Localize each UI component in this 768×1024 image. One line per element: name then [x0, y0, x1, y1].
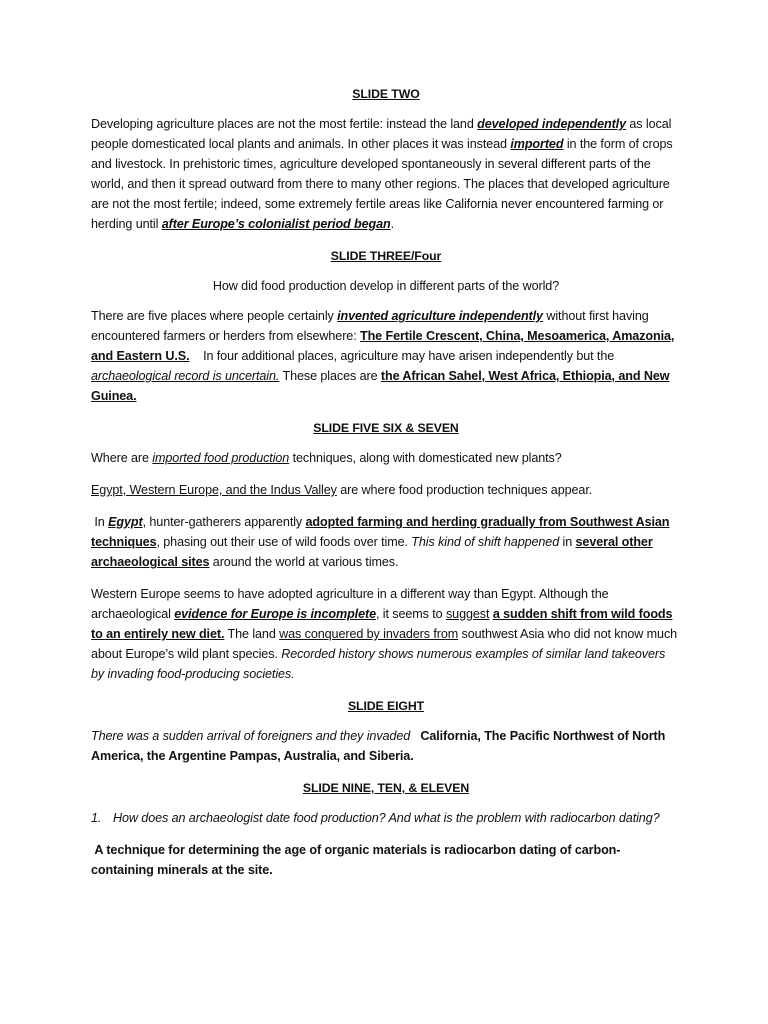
emphasis-imported-food-production: imported food production	[152, 451, 290, 465]
emphasis-shift-happened: This kind of shift happened	[411, 535, 560, 549]
text-run: These places are	[279, 369, 381, 383]
text-run: , it seems to	[375, 607, 446, 621]
text-run: around the world at various times.	[209, 555, 399, 569]
list-number: 1.	[91, 811, 102, 825]
slide-two-heading: SLIDE TWO	[352, 87, 420, 101]
slide-five-heading: SLIDE FIVE SIX & SEVEN	[313, 421, 459, 435]
slide-nine-answer: A technique for determining the age of organic materials is radiocarbon dating of carbon-containing minerals at the site.	[91, 843, 621, 877]
emphasis-invented-independently: invented agriculture independently	[337, 309, 543, 323]
slide-eight-paragraph	[91, 726, 681, 766]
text-run: Western Europe seems to have adopted agriculture in a different way than Egypt. Although the archaeological	[91, 587, 609, 621]
text-run: are where food production techniques appear.	[336, 483, 593, 497]
document-page	[91, 84, 681, 892]
slide-five-question	[91, 448, 681, 468]
slide-five-paragraph-3	[91, 584, 681, 684]
emphasis-recorded-history: Recorded history shows numerous examples of similar land takeovers by invading food-producing societies.	[91, 647, 666, 681]
slide-two-paragraph	[91, 114, 681, 234]
slide-five-paragraph-2	[91, 512, 681, 572]
text-run: southwest Asia who did not know much about Europe’s wild plant species.	[91, 627, 678, 661]
text-run: techniques, along with domesticated new plants?	[289, 451, 562, 465]
emphasis-sudden-shift: a sudden shift from wild foods to an entirely new diet.	[91, 607, 673, 641]
numbered-question	[91, 808, 681, 828]
slide-three-question: How did food production develop in different parts of the world?	[212, 279, 560, 293]
emphasis-conquered: was conquered by invaders from	[279, 627, 459, 641]
text-run: The land	[224, 627, 280, 641]
text-run: as local people domesticated local plants and animals. In other places it was instead	[91, 117, 672, 151]
text-run: In four additional places, agriculture may have arisen independently but the	[189, 349, 618, 363]
text-run: in the form of crops and livestock. In prehistoric times, agriculture developed spontaneously in several different parts of the world, and then it spread outward from there to many other regions. The places that developed agriculture are not the most fertile; indeed, some extremely fertile areas like California never encountered farming or herding until	[91, 137, 673, 231]
emphasis-sudden-arrival: There was a sudden arrival of foreigners and they invaded	[91, 729, 411, 743]
emphasis-developed-independently: developed independently	[477, 117, 626, 131]
text-run: California, The Pacific Northwest of North America, the Argentine Pampas, Australia, and Siberia.	[91, 729, 669, 763]
emphasis-record-uncertain: archaeological record is uncertain.	[91, 369, 280, 383]
slide-eight-heading: SLIDE EIGHT	[347, 699, 425, 713]
text-run: , hunter-gatherers apparently	[142, 515, 306, 529]
emphasis-regions: Egypt, Western Europe, and the Indus Valley	[91, 483, 337, 497]
text-run: Where are	[91, 451, 153, 465]
emphasis-suggest: suggest	[445, 607, 490, 621]
emphasis-five-places: The Fertile Crescent, China, Mesoamerica, Amazonia, and Eastern U.S.	[91, 329, 675, 363]
emphasis-four-places: the African Sahel, West Africa, Ethiopia, and New Guinea.	[91, 369, 670, 403]
text-run: In	[91, 515, 109, 529]
emphasis-archaeological-sites: several other archaeological sites	[91, 535, 653, 569]
slide-three-paragraph	[91, 306, 681, 406]
emphasis-adopted-farming: adopted farming and herding gradually from Southwest Asian techniques	[91, 515, 670, 549]
emphasis-imported: imported	[510, 137, 564, 151]
slide-three-heading: SLIDE THREE/Four	[330, 249, 442, 263]
emphasis-evidence-incomplete: evidence for Europe is incomplete	[174, 607, 376, 621]
text-run: Developing agriculture places are not the most fertile: instead the land	[91, 117, 478, 131]
text-run: .	[390, 217, 395, 231]
text-run: without first having encountered farmers or herders from elsewhere:	[91, 309, 649, 343]
slide-nine-heading: SLIDE NINE, TEN, & ELEVEN	[302, 781, 470, 795]
text-run: in	[559, 535, 576, 549]
text-run: , phasing out their use of wild foods over time.	[156, 535, 412, 549]
emphasis-egypt: Egypt	[108, 515, 143, 529]
text-run: There are five places where people certainly	[91, 309, 338, 323]
slide-five-paragraph-1	[91, 480, 681, 500]
emphasis-colonialist-period: after Europe’s colonialist period began	[161, 217, 391, 231]
list-question-text: How does an archaeologist date food production? And what is the problem with radiocarbon dating?	[113, 811, 660, 825]
